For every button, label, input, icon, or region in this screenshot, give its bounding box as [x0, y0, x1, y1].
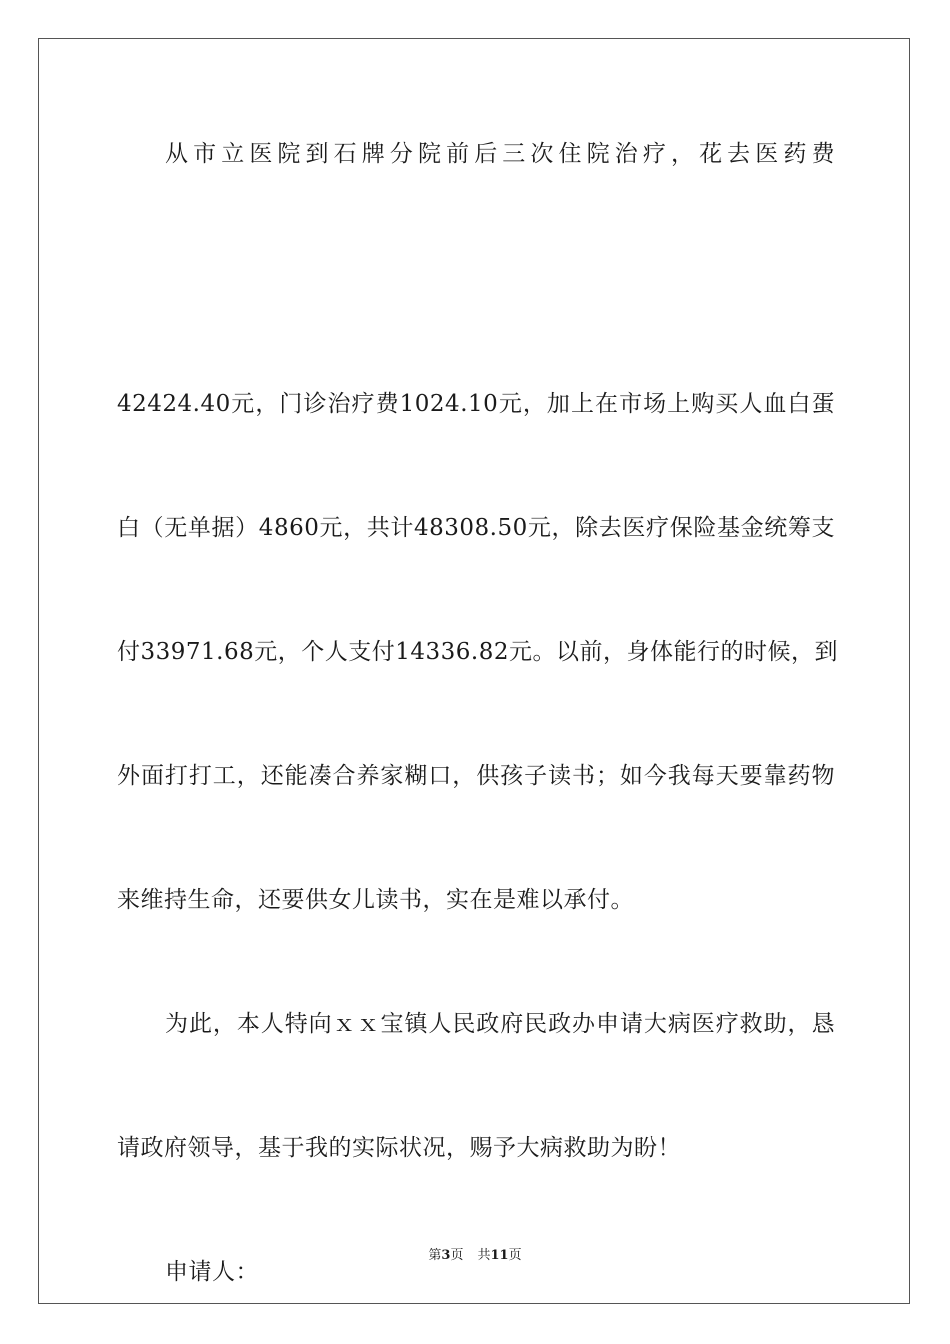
paragraph-line-6: 来维持生命，还要供女儿读书，实在是难以承付。 [117, 887, 634, 913]
paragraph-line-2: 42424.40元，门诊治疗费1024.10元，加上在市场上购买人血白蛋 [117, 391, 835, 417]
footer-total-number: 11 [490, 1248, 509, 1263]
paragraph-line-5: 外面打打工，还能凑合养家糊口，供孩子读书；如今我每天要靠药物 [117, 763, 835, 789]
page-footer [0, 1247, 950, 1265]
footer-total-prefix: 共 [477, 1248, 491, 1263]
paragraph-line-8: 请政府领导，基于我的实际状况，赐予大病救助为盼！ [117, 1135, 681, 1161]
applicant-label: 申请人： [165, 1259, 259, 1285]
footer-total-suffix: 页 [508, 1248, 522, 1263]
paragraph-line-1: 从市立医院到石牌分院前后三次住院治疗，花去医药费 [165, 141, 835, 167]
footer-page-number: 3 [441, 1248, 451, 1263]
paragraph-line-7: 为此，本人特向ｘｘ宝镇人民政府民政办申请大病医疗救助，恳 [165, 1011, 835, 1037]
paragraph-line-4: 付33971.68元，个人支付14336.82元。以前，身体能行的时候，到 [117, 639, 838, 665]
footer-page-prefix: 第 [428, 1248, 442, 1263]
footer-page-suffix: 页 [450, 1248, 464, 1263]
paragraph-line-3: 白（无单据）4860元，共计48308.50元，除去医疗保险基金统筹支 [117, 515, 835, 541]
